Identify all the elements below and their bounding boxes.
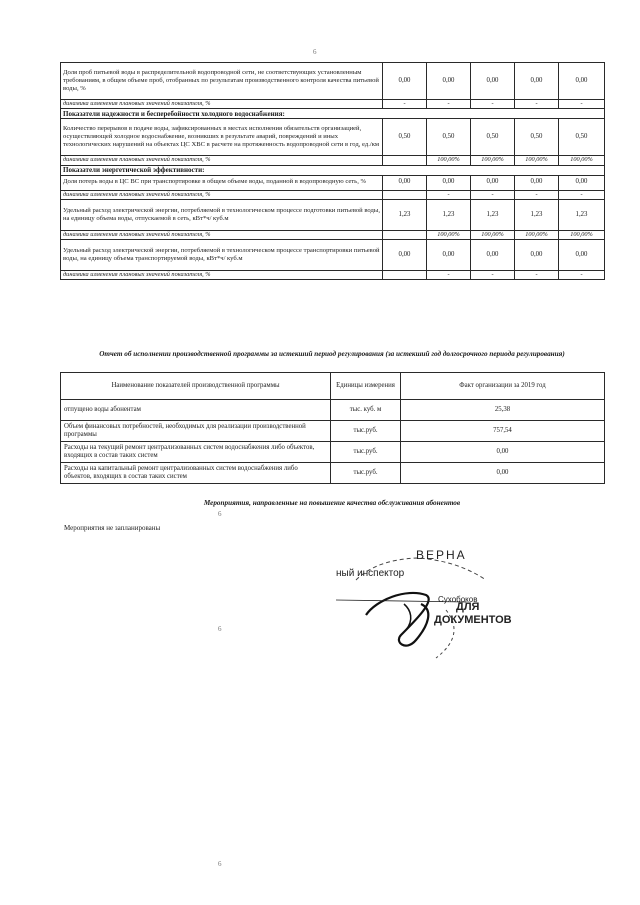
measures-title: Мероприятия, направленные на повышение качества обслуживания абонентов — [203, 499, 461, 507]
indicator-value: 0,00 — [427, 63, 471, 100]
indicator-value: 100,00% — [559, 156, 605, 165]
report-cell: 0,00 — [401, 463, 605, 484]
report-header-cell: Факт организации за 2019 год — [401, 373, 605, 400]
report-cell: тыс.руб. — [331, 463, 401, 484]
indicator-value: 100,00% — [427, 230, 471, 239]
indicator-row — [61, 100, 605, 109]
indicator-value: 0,50 — [559, 119, 605, 156]
report-cell: тыс.руб. — [331, 421, 401, 442]
indicator-row — [61, 230, 605, 239]
stamp-inspector: ный инспектор — [336, 568, 405, 579]
report-title: Отчет об исполнении производственной программы за истекший период регулирования (за истекший год долгосрочного периода регулирования) — [99, 350, 565, 358]
indicator-value — [383, 156, 427, 165]
indicator-value: 1,23 — [427, 199, 471, 230]
indicator-label: динамика изменения плановых значений показателя, % — [61, 156, 383, 165]
report-row — [61, 421, 605, 442]
indicator-row — [61, 240, 605, 271]
indicator-value: - — [427, 190, 471, 199]
measures-text: Мероприятия не запланированы — [64, 524, 161, 532]
report-cell: Расходы на текущий ремонт централизованных систем водоснабжения либо объектов, входящих в состав таких систем — [61, 442, 331, 463]
indicator-value: 0,00 — [559, 63, 605, 100]
indicator-value: 1,23 — [515, 199, 559, 230]
indicator-row — [61, 119, 605, 156]
indicator-value: 0,00 — [559, 240, 605, 271]
indicator-value — [383, 271, 427, 280]
indicator-value: 0,00 — [471, 240, 515, 271]
report-cell: Объем финансовых потребностей, необходимых для реализации производственной программы — [61, 421, 331, 442]
report-cell: тыс. куб. м — [331, 400, 401, 421]
indicator-row — [61, 165, 605, 175]
official-stamp — [316, 540, 512, 670]
indicator-value: 0,00 — [383, 63, 427, 100]
indicator-label: Доля проб питьевой воды в распределительной водопроводной сети, не соответствующих установленным требованиям, в общем объеме проб, отобранных по результатам производственного контроля качества питьевой воды, % — [61, 63, 383, 100]
indicator-value: - — [471, 271, 515, 280]
indicator-row — [61, 63, 605, 100]
indicator-value: 0,00 — [471, 175, 515, 190]
indicator-label: Доля потерь воды в ЦС ВС при транспортировке в общем объеме воды, поданной в водопроводную сеть, % — [61, 175, 383, 190]
indicator-value: 0,00 — [383, 240, 427, 271]
report-cell: тыс.руб. — [331, 442, 401, 463]
indicator-label: Количество перерывов в подаче воды, зафиксированных в местах исполнения обязательств организацией, осуществляющей холодное водоснабжение, возникших в результате аварий, повреждений и иных технологических нарушений на объектах ЦС ХВС в расчете на протяженность водопроводной сети в год, ед./км — [61, 119, 383, 156]
report-header-cell: Единицы измерения — [331, 373, 401, 400]
indicator-label: динамика изменения плановых значений показателя, % — [61, 230, 383, 239]
page-mark-bottom: 6 — [218, 860, 222, 868]
page-mark-mid: 6 — [218, 510, 222, 518]
stamp-text-top: ВЕРНА — [416, 548, 467, 562]
indicator-value: 100,00% — [515, 230, 559, 239]
indicator-value: - — [427, 100, 471, 109]
indicator-value: 0,00 — [515, 175, 559, 190]
indicator-label: Показатели надежности и бесперебойности холодного водоснабжения: — [61, 109, 605, 119]
indicator-row — [61, 271, 605, 280]
report-table — [60, 372, 605, 484]
indicator-value: 1,23 — [383, 199, 427, 230]
indicator-value: - — [559, 271, 605, 280]
indicator-label: динамика изменения плановых значений показателя, % — [61, 100, 383, 109]
indicator-row — [61, 109, 605, 119]
indicator-value: 1,23 — [559, 199, 605, 230]
indicator-value: - — [383, 100, 427, 109]
indicator-value: 0,00 — [559, 175, 605, 190]
indicator-value: 0,00 — [383, 175, 427, 190]
indicator-label: динамика изменения плановых значений показателя, % — [61, 190, 383, 199]
indicator-value: 100,00% — [471, 156, 515, 165]
indicator-value: 100,00% — [559, 230, 605, 239]
indicators-table — [60, 62, 605, 280]
report-cell: отпущено воды абонентам — [61, 400, 331, 421]
indicator-label: Показатели энергетической эффективности: — [61, 165, 605, 175]
indicator-value: 0,50 — [427, 119, 471, 156]
indicator-value: - — [515, 190, 559, 199]
indicator-value: - — [471, 100, 515, 109]
indicator-value: - — [559, 100, 605, 109]
report-cell: Расходы на капитальный ремонт централизованных систем водоснабжения либо объектов, входящих в состав таких систем — [61, 463, 331, 484]
indicator-value: 0,50 — [515, 119, 559, 156]
indicator-value: - — [515, 271, 559, 280]
indicator-value: 100,00% — [471, 230, 515, 239]
indicator-label: Удельный расход электрической энергии, потребляемой в технологическом процессе транспортировки питьевой воды, на единицу объема транспортируемой воды, кВт*ч/ куб.м — [61, 240, 383, 271]
indicator-value: 0,00 — [471, 63, 515, 100]
indicator-value: 0,00 — [515, 63, 559, 100]
indicator-value — [383, 190, 427, 199]
indicator-row — [61, 156, 605, 165]
report-row — [61, 400, 605, 421]
report-header-row — [61, 373, 605, 400]
indicator-row — [61, 199, 605, 230]
indicator-value: - — [471, 190, 515, 199]
indicator-value: 0,00 — [427, 175, 471, 190]
indicator-label: Удельный расход электрической энергии, потребляемой в технологическом процессе подготовки питьевой воды, на единицу объема воды, отпускаемой в сеть, кВт*ч/ куб.м — [61, 199, 383, 230]
indicator-row — [61, 190, 605, 199]
report-cell: 757,54 — [401, 421, 605, 442]
indicator-value: - — [515, 100, 559, 109]
report-cell: 0,00 — [401, 442, 605, 463]
indicator-value: 100,00% — [427, 156, 471, 165]
indicator-value — [383, 230, 427, 239]
indicator-value: 0,50 — [471, 119, 515, 156]
indicator-value: 0,50 — [383, 119, 427, 156]
report-row — [61, 442, 605, 463]
indicator-value: 1,23 — [471, 199, 515, 230]
indicator-value: - — [559, 190, 605, 199]
indicator-label: динамика изменения плановых значений показателя, % — [61, 271, 383, 280]
stamp-name: Сухобоков — [438, 595, 478, 604]
report-row — [61, 463, 605, 484]
stamp-for-docs: ДЛЯ — [456, 601, 480, 613]
indicator-value: - — [427, 271, 471, 280]
report-cell: 25,38 — [401, 400, 605, 421]
report-header-cell: Наименование показателей производственной программы — [61, 373, 331, 400]
stamp-documents: ДОКУМЕНТОВ — [434, 614, 512, 626]
indicator-value: 100,00% — [515, 156, 559, 165]
indicator-value: 0,00 — [427, 240, 471, 271]
page-mark-top: 6 — [313, 48, 317, 56]
page-mark-lower: 6 — [218, 625, 222, 633]
indicator-row — [61, 175, 605, 190]
indicator-value: 0,00 — [515, 240, 559, 271]
